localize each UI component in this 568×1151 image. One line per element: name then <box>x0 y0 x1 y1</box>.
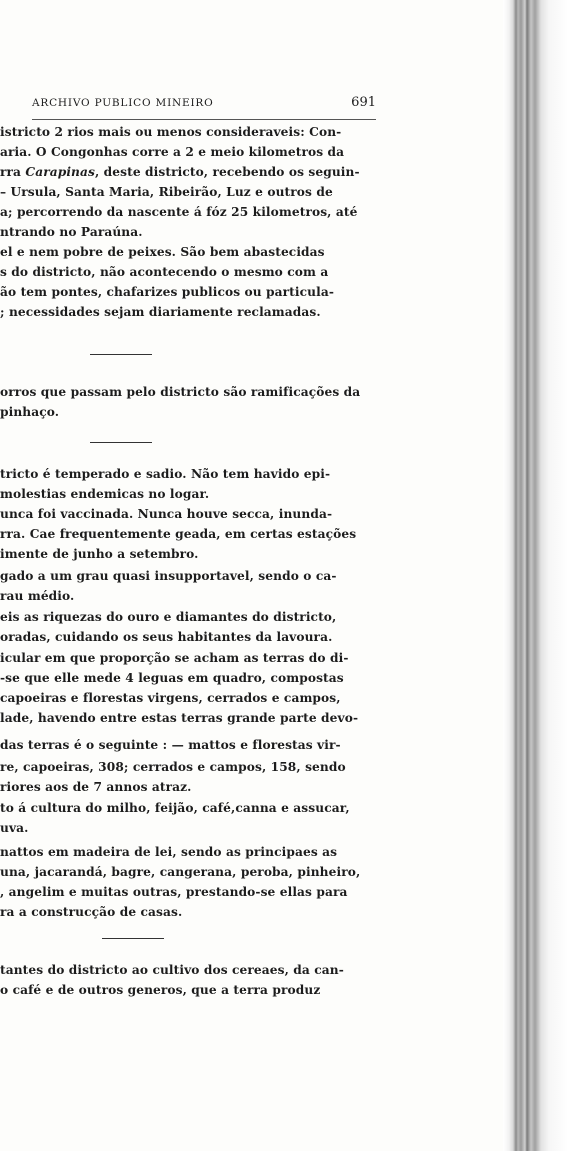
text-line: tricto é temperado e sadio. Não tem havido epi- <box>0 467 331 481</box>
text-line: uva. <box>0 821 29 835</box>
text-line: o café e de outros generos, que a terra produz <box>0 983 321 997</box>
text-line: unca foi vaccinada. Nunca houve secca, inunda- <box>0 507 333 521</box>
page-header <box>0 95 378 115</box>
text-line: el e nem pobre de peixes. São bem abastecidas <box>0 245 325 259</box>
section-separator <box>102 938 164 939</box>
text-line: imente de junho a setembro. <box>0 547 199 561</box>
running-title: ARCHIVO PUBLICO MINEIRO <box>32 97 214 109</box>
text-line: orros que passam pelo districto são ramificações da <box>0 385 361 399</box>
text-line: to á cultura do milho, feijão, café,canna e assucar, <box>0 801 350 815</box>
text-line: aria. O Congonhas corre a 2 e meio kilometros da <box>0 145 345 159</box>
text-line: oradas, cuidando os seus habitantes da lavoura. <box>0 630 333 644</box>
text-line: rau médio. <box>0 589 75 603</box>
text-line: rra Carapinas, deste districto, recebendo os seguin- <box>0 165 360 179</box>
text-line: s do districto, não acontecendo o mesmo com a <box>0 265 329 279</box>
text-line: gado a um grau quasi insupportavel, sendo o ca- <box>0 569 337 583</box>
book-gutter-shadow <box>503 0 568 1151</box>
text-line: – Ursula, Santa Maria, Ribeirão, Luz e outros de <box>0 185 333 199</box>
text-line: lade, havendo entre estas terras grande parte devo- <box>0 711 359 725</box>
text-line: capoeiras e florestas virgens, cerrados e campos, <box>0 691 341 705</box>
text-line: rra. Cae frequentemente geada, em certas estações <box>0 527 357 541</box>
text-line: tantes do districto ao cultivo dos cereaes, da can- <box>0 963 344 977</box>
text-line: ; necessidades sejam diariamente reclamadas. <box>0 305 321 319</box>
text-line: re, capoeiras, 308; cerrados e campos, 158, sendo <box>0 760 346 774</box>
text-line: -se que elle mede 4 leguas em quadro, compostas <box>0 671 344 685</box>
text-line: pinhaço. <box>0 405 60 419</box>
text-line: , angelim e muitas outras, prestando-se ellas para <box>0 885 348 899</box>
section-separator <box>90 442 152 443</box>
text-line: riores aos de 7 annos atraz. <box>0 780 192 794</box>
text-line: ntrando no Paraúna. <box>0 225 143 239</box>
text-line: das terras é o seguinte : — mattos e florestas vir- <box>0 738 341 752</box>
italic-place-name: Carapinas <box>25 165 95 179</box>
text-line: eis as riquezas do ouro e diamantes do districto, <box>0 610 337 624</box>
section-separator <box>90 354 152 355</box>
text-line: molestias endemicas no logar. <box>0 487 210 501</box>
text-line: ão tem pontes, chafarizes publicos ou particula- <box>0 285 334 299</box>
text-line: ra a construcção de casas. <box>0 905 183 919</box>
text-line: una, jacarandá, bagre, cangerana, peroba, pinheiro, <box>0 865 361 879</box>
text-line: istricto 2 rios mais ou menos consideraveis: Con- <box>0 125 342 139</box>
header-rule <box>32 119 376 120</box>
page-number: 691 <box>351 95 376 110</box>
text-line: icular em que proporção se acham as terras do di- <box>0 651 349 665</box>
text-line: nattos em madeira de lei, sendo as principaes as <box>0 845 338 859</box>
text-line: a; percorrendo da nascente á fóz 25 kilometros, até <box>0 205 358 219</box>
